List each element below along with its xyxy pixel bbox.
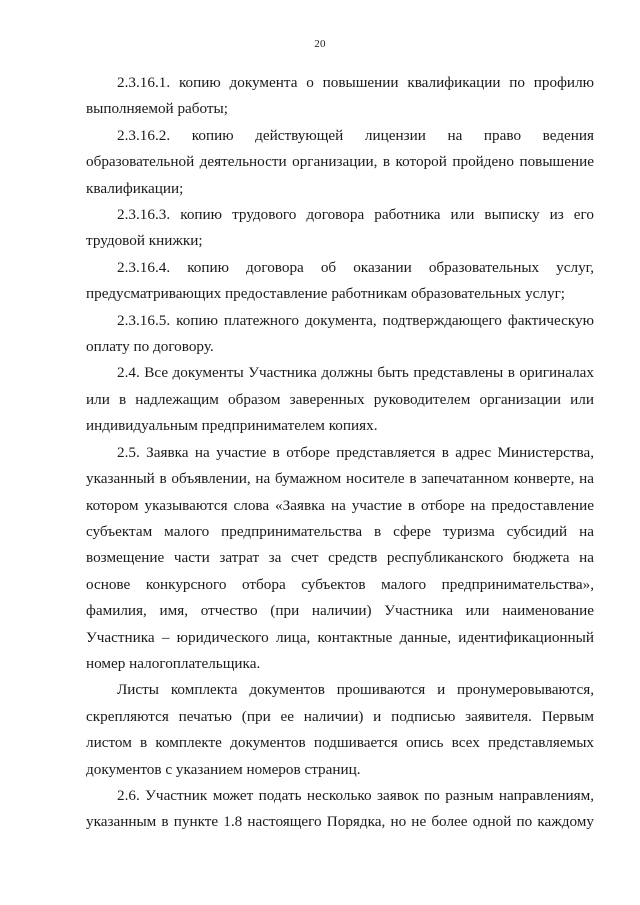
paragraph-2-3-16-4: 2.3.16.4. копию договора об оказании образовательных услуг, предусматривающих предоставление работникам образовательных услуг; xyxy=(86,258,594,303)
paragraph-2-3-16-3: 2.3.16.3. копию трудового договора работника или выписку из его трудовой книжки; xyxy=(86,206,594,250)
paragraph-2-5: 2.5. Заявка на участие в отборе представляется в адрес Министерства, указанный в объявлении, на бумажном носителе в запечатанном конверте, на котором указываются слова «Заявка на участие в отборе на предоставление субъектам малого предпринимательства в сфере туризма субсидий на возмещение части затрат за счет средств республиканского бюджета на основе конкурсного отбора субъектов малого предпринимательства», фамилия, имя, отчество (при наличии) Участника или наименование Участника – юридического лица, контактные данные, идентификационный номер налогоплательщика. xyxy=(86,443,594,672)
document-body xyxy=(86,70,594,836)
paragraph-2-3-16-2: 2.3.16.2. копию действующей лицензии на право ведения образовательной деятельности организации, в которой пройдено повышение квалификации; xyxy=(86,126,594,197)
paragraph-2-4: 2.4. Все документы Участника должны быть представлены в оригиналах или в надлежащим образом заверенных руководителем организации или индивидуальным предпринимателем копиях. xyxy=(86,364,594,435)
paragraph-document-sheets: Листы комплекта документов прошиваются и пронумеровываются, скрепляются печатью (при ее наличии) и подписью заявителя. Первым листом в комплекте документов подшивается опись всех представляемых документов с указанием номеров страниц. xyxy=(86,681,594,778)
paragraph-2-6: 2.6. Участник может подать несколько заявок по разным направлениям, указанным в пункте 1.8 настоящего Порядка, но не более одной по каждому xyxy=(86,786,594,831)
paragraph-2-3-16-1: 2.3.16.1. копию документа о повышении квалификации по профилю выполняемой работы; xyxy=(86,74,594,118)
page-number: 20 xyxy=(314,38,326,50)
paragraph-2-3-16-5: 2.3.16.5. копию платежного документа, подтверждающего фактическую оплату по договору. xyxy=(86,311,594,356)
